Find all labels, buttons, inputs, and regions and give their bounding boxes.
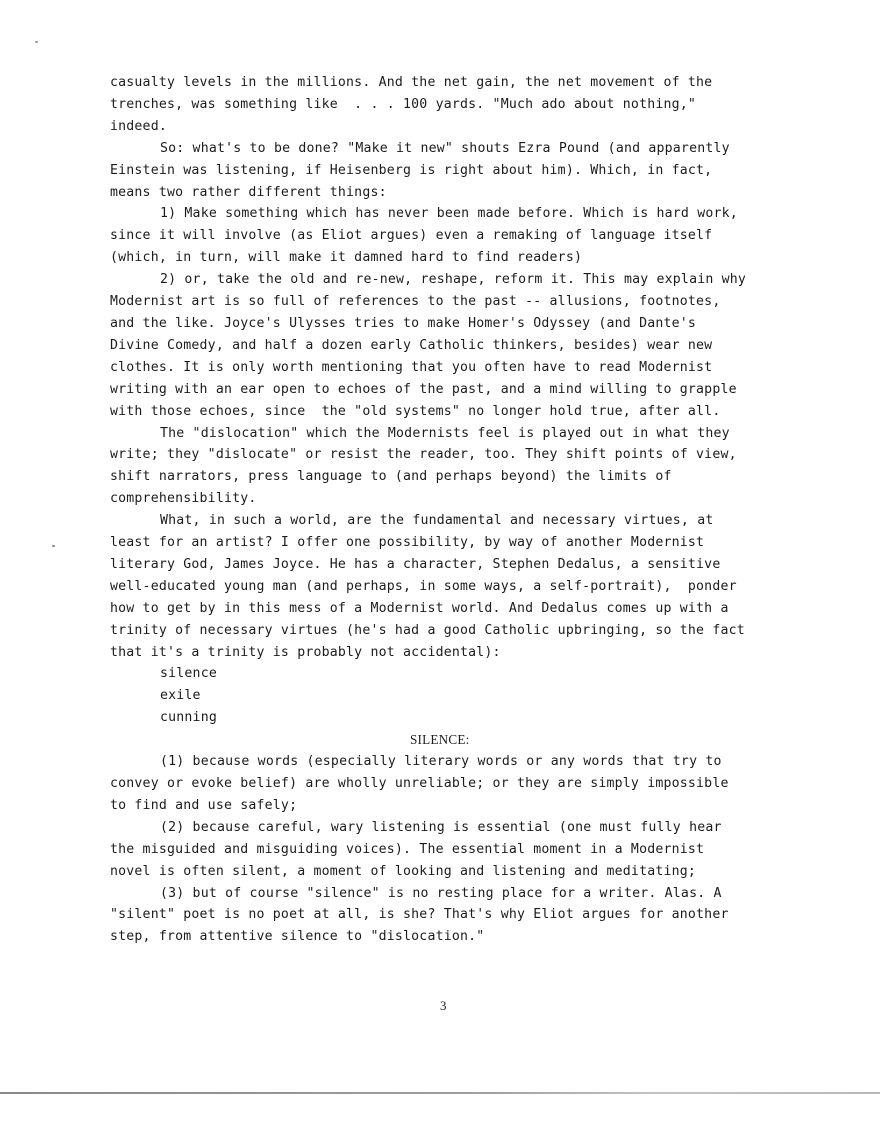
text-line: trinity of necessary virtues (he's had a good Catholic upbringing, so the fact <box>110 622 745 638</box>
text-line: cunning <box>160 710 217 726</box>
text-line: What, in such a world, are the fundamental and necessary virtues, at <box>160 513 714 529</box>
text-line: (which, in turn, will make it damned hard to find readers) <box>110 250 583 266</box>
document-body <box>110 72 810 948</box>
text-line: comprehensibility. <box>110 491 257 507</box>
text-line: indeed. <box>110 118 167 134</box>
text-line: that it's a trinity is probably not accidental): <box>110 644 501 660</box>
text-line: means two rather different things: <box>110 184 387 200</box>
text-line: writing with an ear open to echoes of the past, and a mind willing to grapple <box>110 381 737 397</box>
text-line: Divine Comedy, and half a dozen early Catholic thinkers, besides) wear new <box>110 337 713 353</box>
text-line: and the like. Joyce's Ulysses tries to make Homer's Odyssey (and Dante's <box>110 315 697 331</box>
scan-speck <box>35 41 38 43</box>
text-line: the misguided and misguiding voices). The essential moment in a Modernist <box>110 841 705 857</box>
text-line: step, from attentive silence to "dislocation." <box>110 929 485 945</box>
text-line: 1) Make something which has never been made before. Which is hard work, <box>160 206 738 222</box>
text-line: trenches, was something like . . . 100 yards. "Much ado about nothing," <box>110 96 697 112</box>
scan-edge-line <box>0 1092 880 1094</box>
text-line: since it will involve (as Eliot argues) even a remaking of language itself <box>110 228 713 244</box>
text-line: (1) because words (especially literary words or any words that try to <box>160 754 722 770</box>
text-line: well-educated young man (and perhaps, in some ways, a self-portrait), ponder <box>110 578 737 594</box>
text-line: to find and use safely; <box>110 797 298 813</box>
text-line: The "dislocation" which the Modernists feel is played out in what they <box>160 425 730 441</box>
text-line: 2) or, take the old and re-new, reshape, reform it. This may explain why <box>160 272 747 288</box>
text-line: "silent" poet is no poet at all, is she? That's why Eliot argues for another <box>110 907 729 923</box>
text-line: least for an artist? I offer one possibility, by way of another Modernist <box>110 535 705 551</box>
text-line: casualty levels in the millions. And the net gain, the net movement of the <box>110 75 713 90</box>
text-line: exile <box>160 688 201 704</box>
text-line: with those echoes, since the "old systems" no longer hold true, after all. <box>110 403 721 419</box>
text-line: write; they "dislocate" or resist the reader, too. They shift points of view, <box>110 447 737 463</box>
page-number: 3 <box>440 998 447 1013</box>
text-line: shift narrators, press language to (and perhaps beyond) the limits of <box>110 469 672 485</box>
text-line: novel is often silent, a moment of looking and listening and meditating; <box>110 863 697 879</box>
scan-speck <box>52 545 55 547</box>
section-heading: SILENCE: <box>410 732 470 748</box>
text-line: literary God, James Joyce. He has a character, Stephen Dedalus, a sensitive <box>110 556 721 572</box>
text-line: So: what's to be done? "Make it new" shouts Ezra Pound (and apparently <box>160 140 730 156</box>
text-line: Einstein was listening, if Heisenberg is right about him). Which, in fact, <box>110 162 713 178</box>
text-line: (2) because careful, wary listening is essential (one must fully hear <box>160 819 722 835</box>
text-line: how to get by in this mess of a Modernist world. And Dedalus comes up with a <box>110 600 729 616</box>
text-line: convey or evoke belief) are wholly unreliable; or they are simply impossible <box>110 776 729 791</box>
text-line: Modernist art is so full of references to the past -- allusions, footnotes, <box>110 294 721 310</box>
text-line: (3) but of course "silence" is no resting place for a writer. Alas. A <box>160 885 722 901</box>
text-line: clothes. It is only worth mentioning that you often have to read Modernist <box>110 359 713 375</box>
text-line: silence <box>160 666 217 682</box>
